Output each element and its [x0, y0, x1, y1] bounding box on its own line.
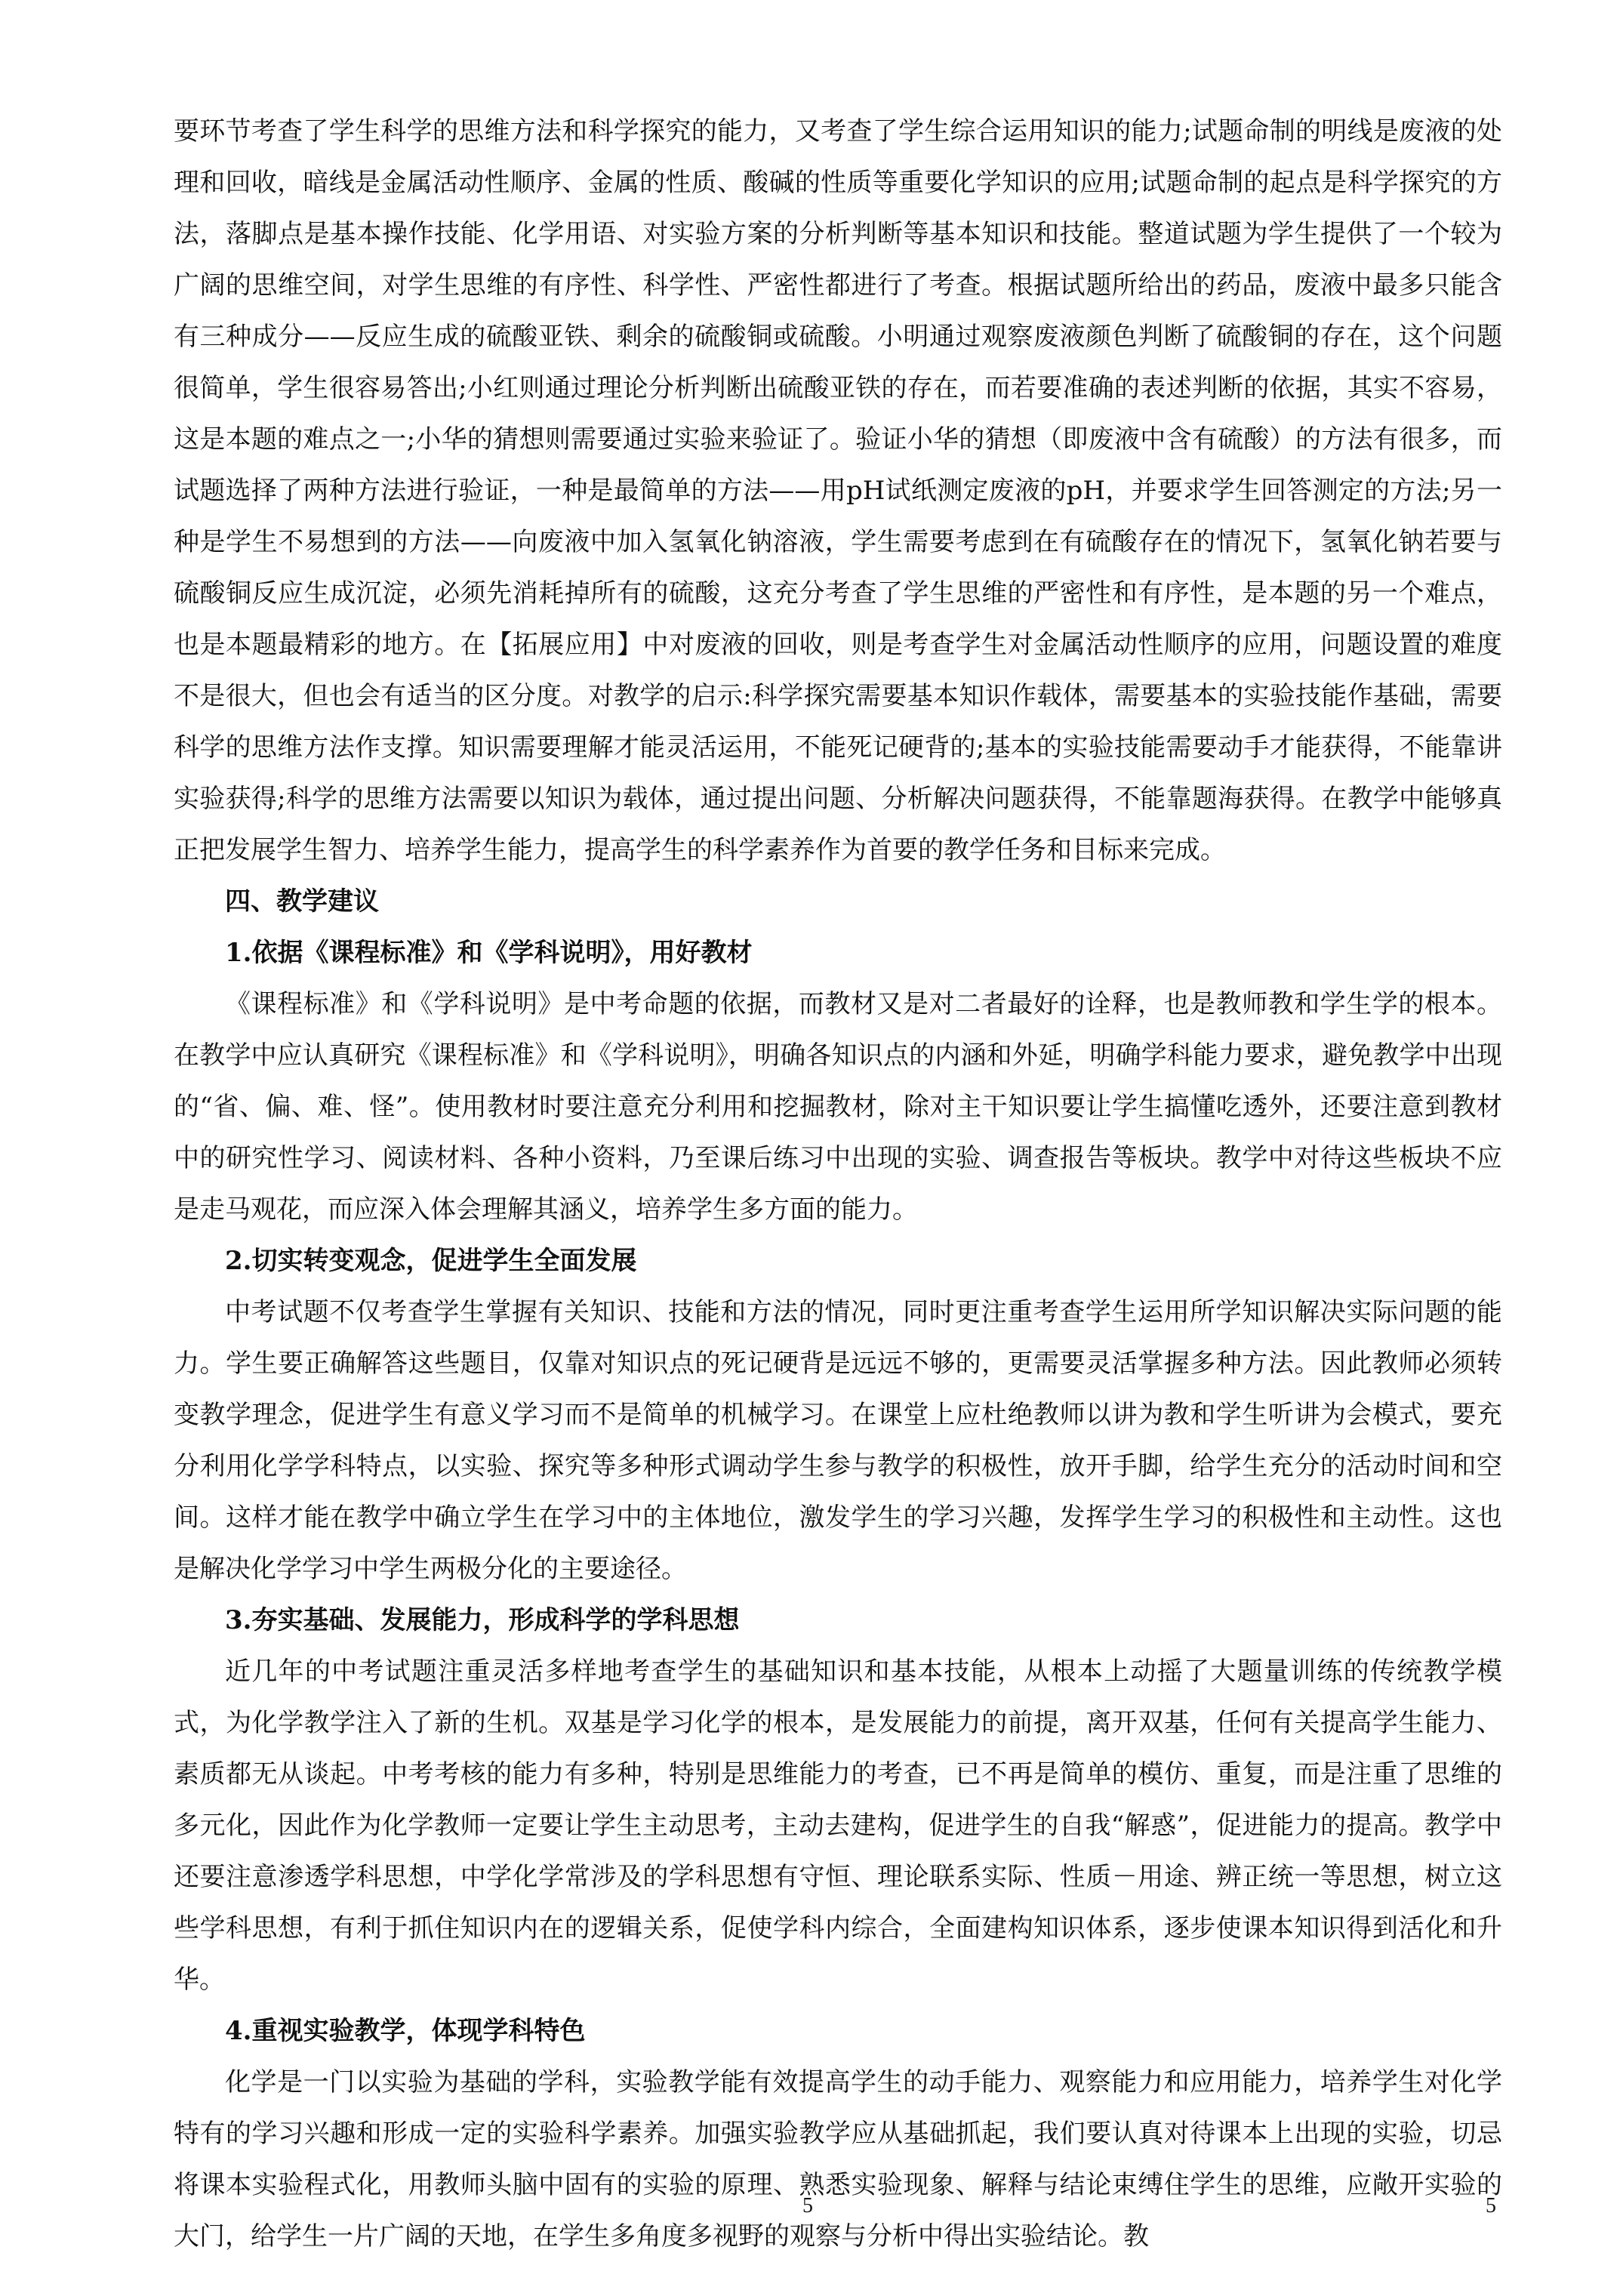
body-paragraph-3: 近几年的中考试题注重灵活多样地考查学生的基础知识和基本技能，从根本上动摇了大题量训练的传统教学模式，为化学教学注入了新的生机。双基是学习化学的根本，是发展能力的前提，离开双基，任何有关提高学生能力、素质都无从谈起。中考考核的能力有多种，特别是思维能力的考查，已不再是简单的模仿、重复，而是注重了思维的多元化，因此作为化学教师一定要让学生主动思考，主动去建构，促进学生的自我“解惑”，促进能力的提高。教学中还要注意渗透学科思想，中学化学常涉及的学科思想有守恒、理论联系实际、性质－用途、辨正统一等思想，树立这些学科思想，有利于抓住知识内在的逻辑关系，促使学科内综合，全面建构知识体系，逐步使课本知识得到活化和升华。: [174, 1657, 1502, 1995]
body-paragraph-analysis: 要环节考查了学生科学的思维方法和科学探究的能力，又考查了学生综合运用知识的能力;试题命制的明线是废液的处理和回收，暗线是金属活动性顺序、金属的性质、酸碱的性质等重要化学知识的应用;试题命制的起点是科学探究的方法，落脚点是基本操作技能、化学用语、对实验方案的分析判断等基本知识和技能。整道试题为学生提供了一个较为广阔的思维空间，对学生思维的有序性、科学性、严密性都进行了考查。根据试题所给出的药品，废液中最多只能含有三种成分——反应生成的硫酸亚铁、剩余的硫酸铜或硫酸。小明通过观察废液颜色判断了硫酸铜的存在，这个问题很简单，学生很容易答出;小红则通过理论分析判断出硫酸亚铁的存在，而若要准确的表述判断的依据，其实不容易，这是本题的难点之一;小华的猜想则需要通过实验来验证了。验证小华的猜想（即废液中含有硫酸）的方法有很多，而试题选择了两种方法进行验证，一种是最简单的方法——用pH试纸测定废液的pH，并要求学生回答测定的方法;另一种是学生不易想到的方法——向废液中加入氢氧化钠溶液，学生需要考虑到在有硫酸存在的情况下，氢氧化钠若要与硫酸铜反应生成沉淀，必须先消耗掉所有的硫酸，这充分考查了学生思维的严密性和有序性，是本题的另一个难点，也是本题最精彩的地方。在【拓展应用】中对废液的回收，则是考查学生对金属活动性顺序的应用，问题设置的难度不是很大，但也会有适当的区分度。对教学的启示:科学探究需要基本知识作载体，需要基本的实验技能作基础，需要科学的思维方法作支撑。知识需要理解才能灵活运用，不能死记硬背的;基本的实验技能需要动手才能获得，不能靠讲实验获得;科学的思维方法需要以知识为载体，通过提出问题、分析解决问题获得，不能靠题海获得。在教学中能够真正把发展学生智力、培养学生能力，提高学生的科学素养作为首要的教学任务和目标来完成。: [174, 116, 1502, 865]
subheading-2: 2.切实转变观念，促进学生全面发展: [225, 1246, 637, 1276]
body-paragraph-1: 《课程标准》和《学科说明》是中考命题的依据，而教材又是对二者最好的诠释，也是教师教和学生学的根本。在教学中应认真研究《课程标准》和《学科说明》，明确各知识点的内涵和外延，明确学科能力要求，避免教学中出现的“省、偏、难、怪”。使用教材时要注意充分利用和挖掘教材，除对主干知识要让学生搞懂吃透外，还要注意到教材中的研究性学习、阅读材料、各种小资料，乃至课后练习中出现的实验、调查报告等板块。教学中对待这些板块不应是走马观花，而应深入体会理解其涵义，培养学生多方面的能力。: [174, 989, 1502, 1225]
page-number-right: 5: [1486, 2194, 1496, 2217]
page-number-center: 5: [802, 2194, 813, 2217]
subheading-4: 4.重视实验教学，体现学科特色: [225, 2016, 586, 2046]
subheading-3: 3.夯实基础、发展能力，形成科学的学科思想: [225, 1605, 740, 1635]
subheading-1: 1.依据《课程标准》和《学科说明》，用好教材: [225, 938, 753, 968]
section-heading-teaching-suggestions: 四、教学建议: [225, 886, 379, 917]
body-paragraph-2: 中考试题不仅考查学生掌握有关知识、技能和方法的情况，同时更注重考查学生运用所学知识解决实际问题的能力。学生要正确解答这些题目，仅靠对知识点的死记硬背是远远不够的，更需要灵活掌握多种方法。因此教师必须转变教学理念，促进学生有意义学习而不是简单的机械学习。在课堂上应杜绝教师以讲为教和学生听讲为会模式，要充分利用化学学科特点，以实验、探究等多种形式调动学生参与教学的积极性，放开手脚，给学生充分的活动时间和空间。这样才能在教学中确立学生在学习中的主体地位，激发学生的学习兴趣，发挥学生学习的积极性和主动性。这也是解决化学学习中学生两极分化的主要途径。: [174, 1297, 1502, 1584]
body-paragraph-4: 化学是一门以实验为基础的学科，实验教学能有效提高学生的动手能力、观察能力和应用能力，培养学生对化学特有的学习兴趣和形成一定的实验科学素养。加强实验教学应从基础抓起，我们要认真对待课本上出现的实验，切忌将课本实验程式化，用教师头脑中固有的实验的原理、熟悉实验现象、解释与结论束缚住学生的思维，应敞开实验的大门，给学生一片广阔的天地，在学生多角度多视野的观察与分析中得出实验结论。教: [174, 2067, 1502, 2251]
document-page: [174, 106, 1502, 2262]
